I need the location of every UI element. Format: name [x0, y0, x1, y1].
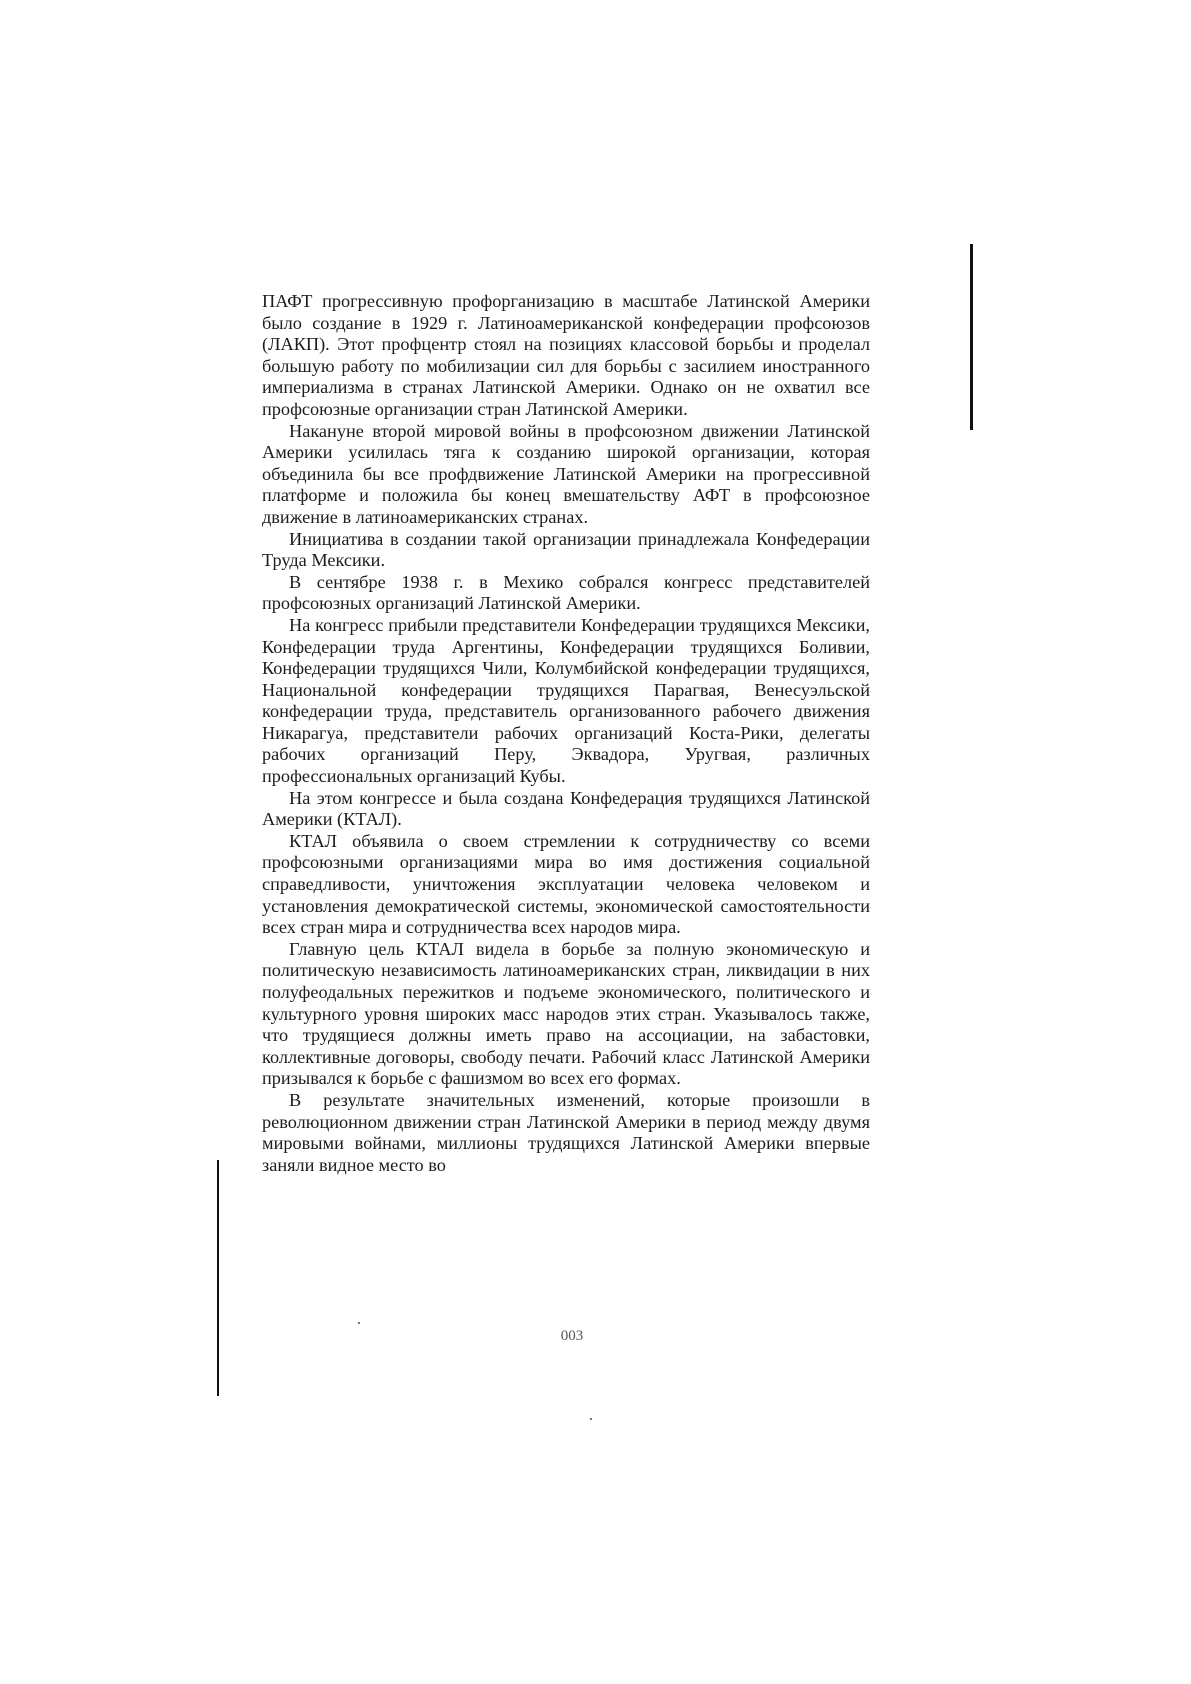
paragraph: Главную цель КТАЛ видела в борьбе за полную экономическую и политическую независимость латиноамериканских стран, ликвидации в них полуфеодальных пережитков и подъеме экономического, политического и культурного уровня широких масс народов этих стран. Указывалось также, что трудящиеся должны иметь право на ассоциации, на забастовки, коллективные договоры, свободу печати. Рабочий класс Латинской Америки призывался к борьбе с фашизмом во всех его формах. [262, 938, 870, 1089]
page-body-text [262, 291, 870, 1176]
paragraph-continuation: ПАФТ прогрессивную профорганизацию в масштабе Латинской Америки было создание в 1929 г. Латиноамериканской конфедерации профсоюзов (ЛАКП). Этот профцентр стоял на позициях классовой борьбы и проделал большую работу по мобилизации сил для борьбы с засилием иностранного империализма в странах Латинской Америки. Однако он не охватил все профсоюзные организации стран Латинской Америки. [262, 291, 870, 419]
scan-margin-line-right [970, 244, 973, 430]
page-number: 003 [560, 1328, 584, 1344]
scan-speck [358, 1322, 360, 1324]
scan-speck [590, 1418, 592, 1420]
paragraph: КТАЛ объявила о своем стремлении к сотрудничеству со всеми профсоюзными организациями мира во имя достижения социальной справедливости, уничтожения эксплуатации человека человеком и установления демократической системы, экономической самостоятельности всех стран мира и сотрудничества всех народов мира. [262, 830, 870, 938]
scan-margin-line-left [217, 1160, 219, 1396]
paragraph: В результате значительных изменений, которые произошли в революционном движении стран Латинской Америки в период между двумя мировыми войнами, миллионы трудящихся Латинской Америки впервые заняли видное место во [262, 1089, 870, 1175]
paragraph: Накануне второй мировой войны в профсоюзном движении Латинской Америки усилилась тяга к созданию широкой организации, которая объединила бы все профдвижение Латинской Америки на прогрессивной платформе и положила бы конец вмешательству АФТ в профсоюзное движение в латиноамериканских странах. [262, 420, 870, 527]
paragraph: В сентябре 1938 г. в Мехико собрался конгресс представителей профсоюзных организаций Латинской Америки. [262, 571, 870, 614]
paragraph: На этом конгрессе и была создана Конфедерация трудящихся Латинской Америки (КТАЛ). [262, 787, 870, 830]
paragraph: На конгресс прибыли представители Конфедерации трудящихся Мексики, Конфедерации труда Аргентины, Конфедерации трудящихся Боливии, Конфедерации трудящихся Чили, Колумбийской конфедерации трудящихся, Национальной конфедерации трудящихся Парагвая, Венесуэльской конфедерации труда, представитель организованного рабочего движения Никарагуа, представители рабочих организаций Коста-Рики, делегаты рабочих организаций Перу, Эквадора, Уругвая, различных профессиональных организаций Кубы. [262, 614, 870, 787]
paragraph: Инициатива в создании такой организации принадлежала Конфедерации Труда Мексики. [262, 528, 870, 571]
